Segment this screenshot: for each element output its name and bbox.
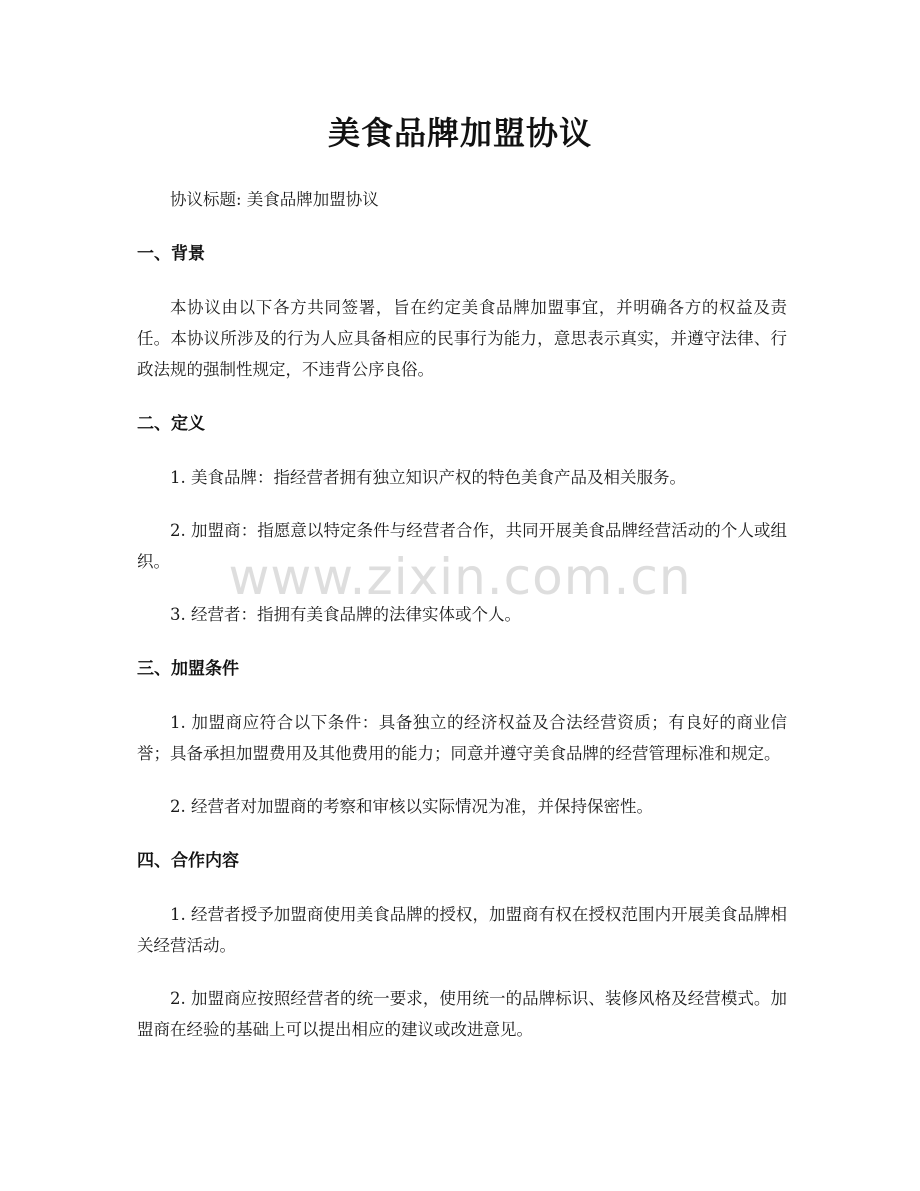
intro-line: 协议标题: 美食品牌加盟协议 bbox=[170, 190, 379, 209]
definition-item: 1. 美食品牌：指经营者拥有独立知识产权的特色美食产品及相关服务。 bbox=[170, 468, 686, 487]
section-heading-cooperation: 四、合作内容 bbox=[137, 851, 239, 871]
background-paragraph: 本协议由以下各方共同签署，旨在约定美食品牌加盟事宜，并明确各方的权益及责任。本协议所涉及的行为人应具备相应的民事行为能力，意思表示真实，并遵守法律、行政法规的强制性规定，不违背公序良俗。 bbox=[137, 298, 787, 379]
section-heading-definitions: 二、定义 bbox=[137, 414, 205, 434]
document-body bbox=[137, 184, 787, 1045]
section-heading-background: 一、背景 bbox=[137, 244, 205, 264]
cooperation-item: 1. 经营者授予加盟商使用美食品牌的授权，加盟商有权在授权范围内开展美食品牌相关经营活动。 bbox=[137, 905, 787, 955]
cooperation-item: 2. 加盟商应按照经营者的统一要求，使用统一的品牌标识、装修风格及经营模式。加盟商在经验的基础上可以提出相应的建议或改进意见。 bbox=[137, 989, 787, 1039]
condition-item: 2. 经营者对加盟商的考察和审核以实际情况为准，并保持保密性。 bbox=[170, 797, 653, 816]
watermark: www.zixin.com.cn bbox=[228, 548, 692, 606]
definition-item: 3. 经营者：指拥有美食品牌的法律实体或个人。 bbox=[170, 605, 521, 624]
section-heading-conditions: 三、加盟条件 bbox=[137, 659, 239, 679]
document-title: 美食品牌加盟协议 bbox=[327, 114, 592, 152]
definition-item: 2. 加盟商：指愿意以特定条件与经营者合作，共同开展美食品牌经营活动的个人或组织。 bbox=[137, 521, 787, 571]
condition-item: 1. 加盟商应符合以下条件：具备独立的经济权益及合法经营资质；有良好的商业信誉；具备承担加盟费用及其他费用的能力；同意并遵守美食品牌的经营管理标准和规定。 bbox=[137, 713, 787, 763]
